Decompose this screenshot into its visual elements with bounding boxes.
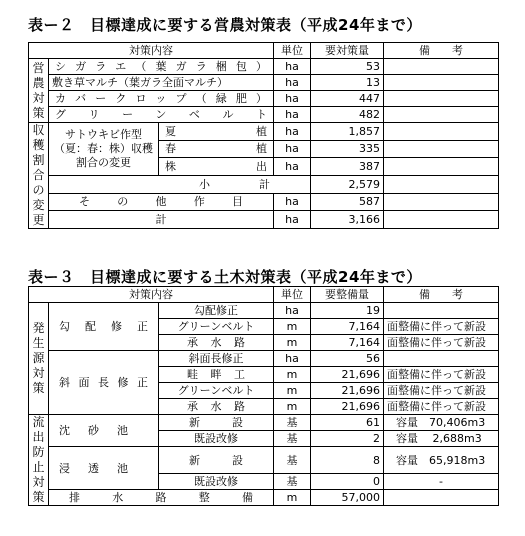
subtotal-value: 2,579 [311,175,384,193]
row-name: 夏 植 [159,123,274,141]
header-content: 対策内容 [29,287,274,303]
row-unit: ha [274,75,311,91]
row-name: 斜面長修正 [159,351,274,367]
row-remark: 容量 2,688m3 [384,431,499,447]
table-row [29,59,499,75]
row-value: 447 [311,91,384,107]
subgroup-label-slope-length: 斜面長修正 [49,351,159,415]
row-value: 387 [311,158,384,176]
subgroup-label-infiltration-pond: 浸透池 [49,447,159,490]
group-label-farming: 営農対策 [29,59,49,123]
row-remark [384,91,499,107]
row-name: 株 出 [159,158,274,176]
header-remark: 備 考 [384,287,499,303]
row-value: 56 [311,351,384,367]
table-row [29,123,499,141]
row-unit: m [274,319,311,335]
row-name: 承水路 [159,335,274,351]
row-unit: ha [274,193,311,211]
row-remark [384,59,499,75]
table-row [29,107,499,123]
subtotal-label: 小 計 [49,175,311,193]
row-unit: 基 [274,474,311,490]
header-unit: 単位 [274,43,311,59]
row-remark: 面整備に伴って新設 [384,383,499,399]
subgroup-label-slope: 勾配修正 [49,303,159,351]
row-unit: 基 [274,431,311,447]
table-row [29,351,499,367]
row-value: 21,696 [311,367,384,383]
subtotal-row [29,175,499,193]
row-value: 61 [311,415,384,431]
header-remark: 備 考 [384,43,499,59]
row-value: 482 [311,107,384,123]
row-name: 勾配修正 [159,303,274,319]
row-unit: m [274,335,311,351]
row-remark [384,193,499,211]
row-unit: ha [274,140,311,158]
row-name: グリーンベルト [159,319,274,335]
row-value: 335 [311,140,384,158]
row-remark: 面整備に伴って新設 [384,399,499,415]
table-header-row [29,287,499,303]
row-value: 57,000 [311,490,384,506]
row-name: シガラエ（葉ガラ梱包） [49,59,274,75]
row-remark: 面整備に伴って新設 [384,335,499,351]
row-value: 0 [311,474,384,490]
row-unit: ha [274,91,311,107]
row-remark [384,303,499,319]
row-remark: 面整備に伴って新設 [384,367,499,383]
total-value: 3,166 [311,211,384,229]
row-name: 畦畔工 [159,367,274,383]
row-remark [384,158,499,176]
header-amount: 要対策量 [311,43,384,59]
civil-measures-table [28,286,499,506]
table-row [29,75,499,91]
table-row [29,447,499,474]
row-name: 新設 [159,447,274,474]
row-unit: m [274,399,311,415]
row-value: 1,857 [311,123,384,141]
subgroup-label-sediment-pond: 沈砂池 [49,415,159,447]
group-label-source: 発生源対策 [29,303,49,415]
row-value: 2 [311,431,384,447]
farming-measures-table [28,42,499,229]
row-unit: ha [274,303,311,319]
row-name: 春 植 [159,140,274,158]
row-name: 承水路 [159,399,274,415]
total-row [29,211,499,229]
table-header-row [29,43,499,59]
table-row [29,91,499,107]
row-unit: ha [274,158,311,176]
row-name: グリーンベルト [159,383,274,399]
row-value: 19 [311,303,384,319]
row-name: カバークロップ（緑肥） [49,91,274,107]
row-name: その他作目 [49,193,274,211]
row-unit: ha [274,211,311,229]
crop-type-label: サトウキビ作型（夏：春：株）収穫割合の変更 [49,123,159,176]
row-name: 敷き草マルチ（葉ガラ全面マルチ） [49,75,274,91]
row-value: 7,164 [311,319,384,335]
header-content: 対策内容 [29,43,274,59]
row-remark [384,123,499,141]
row-value: 13 [311,75,384,91]
row-remark [384,140,499,158]
row-unit: 基 [274,415,311,431]
row-unit: m [274,367,311,383]
row-remark [384,107,499,123]
table2-title: 表ー２ 目標達成に要する営農対策表（平成24年まで） [28,16,422,34]
row-value: 53 [311,59,384,75]
row-unit: ha [274,123,311,141]
row-unit: ha [274,59,311,75]
row-remark: 容量 65,918m3 [384,447,499,474]
row-value: 8 [311,447,384,474]
header-unit: 単位 [274,287,311,303]
row-unit: ha [274,351,311,367]
row-remark [384,351,499,367]
table-row [29,415,499,431]
row-remark [384,175,499,193]
total-label: 計 [49,211,274,229]
row-value: 7,164 [311,335,384,351]
row-unit: m [274,383,311,399]
row-unit: m [274,490,311,506]
row-name: 既設改修 [159,474,274,490]
group-label-harvest: 収穫割合の変更 [29,123,49,229]
row-value: 587 [311,193,384,211]
table-row [29,303,499,319]
row-value: 21,696 [311,399,384,415]
row-remark [384,211,499,229]
table-row [29,490,499,506]
table-row [29,193,499,211]
row-remark: 容量 70,406m3 [384,415,499,431]
table3-title: 表ー３ 目標達成に要する土木対策表（平成24年まで） [28,268,422,286]
row-unit: 基 [274,447,311,474]
row-value: 21,696 [311,383,384,399]
header-amount: 要整備量 [311,287,384,303]
row-remark [384,75,499,91]
row-name: 既設改修 [159,431,274,447]
row-name: 新設 [159,415,274,431]
row-name: グリーンベルト [49,107,274,123]
row-remark: 面整備に伴って新設 [384,319,499,335]
group-label-runoff: 流出防止対策 [29,415,49,506]
row-name: 排水路整備 [49,490,274,506]
row-remark: - [384,474,499,490]
row-remark [384,490,499,506]
row-unit: ha [274,107,311,123]
